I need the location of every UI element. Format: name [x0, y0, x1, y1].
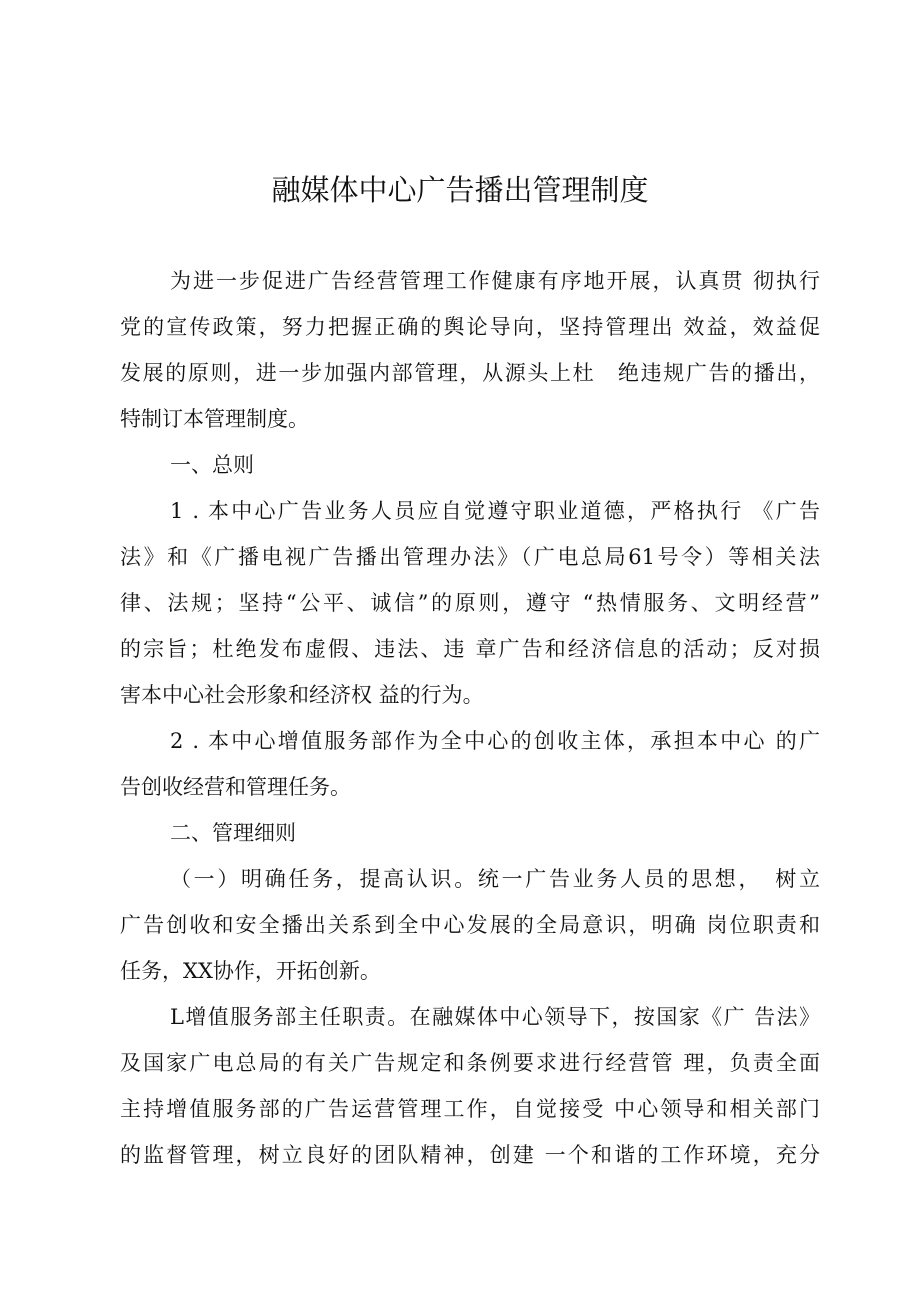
paragraph-line: 告创收经营和管理任务。 — [120, 775, 351, 799]
section-heading: 一、总则 — [170, 453, 254, 477]
document-body — [120, 258, 820, 1178]
paragraph-line: L增值服务部主任职责。在融媒体中心领导下，按国家《广 告法》 — [170, 1005, 820, 1029]
document-title: 融媒体中心广告播出管理制度 — [271, 173, 649, 207]
paragraph-line: 广告创收和安全播出关系到全中心发展的全局意识，明确 岗位职责和 — [120, 913, 820, 937]
paragraph-line: 特制订本管理制度。 — [120, 407, 309, 431]
section-heading: 二、管理细则 — [170, 821, 296, 845]
paragraph-line: 害本中心社会形象和经济权 益的行为。 — [120, 683, 484, 707]
paragraph-line: 及国家广电总局的有关广告规定和条例要求进行经营管 理，负责全面 — [120, 1051, 820, 1075]
paragraph-line: 为进一步促进广告经营管理工作健康有序地开展，认真贯 彻执行 — [170, 269, 820, 293]
paragraph-line: 2 . 本中心增值服务部作为全中心的创收主体，承担本中心 的广 — [170, 729, 820, 753]
paragraph-line: 的监督管理，树立良好的团队精神，创建 一个和谐的工作环境，充分 — [120, 1143, 820, 1167]
paragraph-line: 律、法规；坚持“公平、诚信”的原则，遵守 “热情服务、文明经营” — [120, 591, 820, 615]
paragraph-line: 的宗旨；杜绝发布虚假、违法、违 章广告和经济信息的活动；反对损 — [120, 637, 820, 661]
paragraph-line: 任务，XX协作，开拓创新。 — [120, 959, 381, 983]
paragraph-line: 党的宣传政策，努力把握正确的舆论导向，坚持管理出 效益，效益促 — [120, 315, 820, 339]
paragraph-line: （一）明确任务，提高认识。统一广告业务人员的思想， 树立 — [170, 867, 820, 891]
paragraph-line: 主持增值服务部的广告运营管理工作，自觉接受 中心领导和相关部门 — [120, 1097, 820, 1121]
paragraph-line: 发展的原则，进一步加强内部管理，从源头上杜 绝违规广告的播出， — [120, 361, 820, 385]
paragraph-line: 1 . 本中心广告业务人员应自觉遵守职业道德，严格执行 《广告 — [170, 499, 820, 523]
paragraph-line: 法》和《广播电视广告播出管理办法》（广电总局61号令）等相关法 — [120, 545, 820, 569]
